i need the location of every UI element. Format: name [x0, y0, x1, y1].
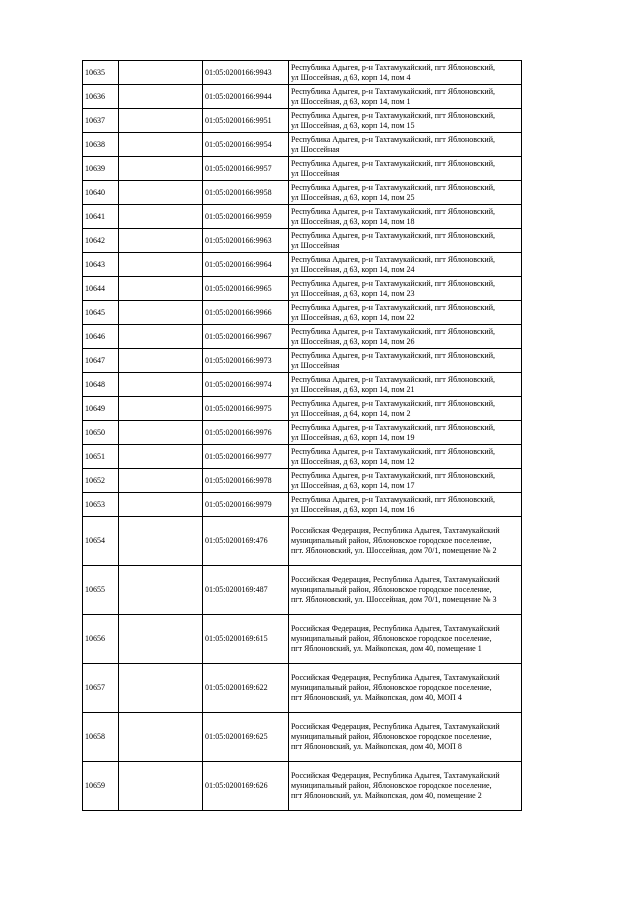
address-line: ул Шоссейная, д 63, корп 14, пом 25 — [291, 192, 415, 202]
empty-cell — [119, 566, 203, 615]
address-cell — [289, 229, 522, 253]
table-row — [83, 85, 522, 109]
address-cell — [289, 566, 522, 615]
address-line: ул Шоссейная, д 63, корп 14, пом 22 — [291, 312, 415, 322]
address-cell — [289, 85, 522, 109]
cadastral-number-cell: 01:05:0200169:487 — [203, 566, 289, 615]
table-row — [83, 397, 522, 421]
address-line: ул Шоссейная, д 63, корп 14, пом 18 — [291, 216, 415, 226]
table-row — [83, 713, 522, 762]
cadastral-number-cell: 01:05:0200166:9964 — [203, 253, 289, 277]
address-line: Республика Адыгея, р-н Тахтамукайский, пгт Яблоновский, — [291, 446, 495, 456]
address-line: Российская Федерация, Республика Адыгея, Тахтамукайский — [291, 771, 500, 780]
address-line: Российская Федерация, Республика Адыгея, Тахтамукайский — [291, 673, 500, 682]
address-line: Республика Адыгея, р-н Тахтамукайский, пгт Яблоновский, — [291, 422, 495, 432]
row-number-cell: 10641 — [83, 205, 119, 229]
address-cell — [289, 133, 522, 157]
empty-cell — [119, 133, 203, 157]
row-number-cell: 10647 — [83, 349, 119, 373]
address-cell — [289, 664, 522, 713]
table-row — [83, 493, 522, 517]
address-line: муниципальный район, Яблоновское городское поселение, — [291, 732, 492, 741]
table-row — [83, 349, 522, 373]
address-cell — [289, 713, 522, 762]
address-cell — [289, 397, 522, 421]
empty-cell — [119, 713, 203, 762]
empty-cell — [119, 493, 203, 517]
address-line: ул Шоссейная, д 63, корп 14, пом 12 — [291, 456, 415, 466]
row-number-cell: 10642 — [83, 229, 119, 253]
address-line: Республика Адыгея, р-н Тахтамукайский, пгт Яблоновский, — [291, 470, 495, 480]
empty-cell — [119, 373, 203, 397]
row-number-cell: 10656 — [83, 615, 119, 664]
table-row — [83, 421, 522, 445]
address-line: ул Шоссейная — [291, 144, 340, 154]
table-row — [83, 157, 522, 181]
table-row — [83, 615, 522, 664]
address-line: Республика Адыгея, р-н Тахтамукайский, пгт Яблоновский, — [291, 206, 495, 216]
address-line: Республика Адыгея, р-н Тахтамукайский, пгт Яблоновский, — [291, 134, 495, 144]
row-number-cell: 10652 — [83, 469, 119, 493]
address-cell — [289, 445, 522, 469]
address-line: Республика Адыгея, р-н Тахтамукайский, пгт Яблоновский, — [291, 254, 495, 264]
cadastral-number-cell: 01:05:0200166:9976 — [203, 421, 289, 445]
cadastral-number-cell: 01:05:0200166:9973 — [203, 349, 289, 373]
row-number-cell: 10659 — [83, 762, 119, 811]
empty-cell — [119, 253, 203, 277]
table-row — [83, 517, 522, 566]
cadastral-number-cell: 01:05:0200166:9977 — [203, 445, 289, 469]
row-number-cell: 10655 — [83, 566, 119, 615]
address-line: ул Шоссейная, д 63, корп 14, пом 26 — [291, 336, 415, 346]
address-line: пгт Яблоновский, ул. Майкопская, дом 40, МОП 8 — [291, 742, 462, 751]
empty-cell — [119, 229, 203, 253]
address-line: муниципальный район, Яблоновское городское поселение, — [291, 781, 492, 790]
table-row — [83, 61, 522, 85]
cadastral-number-cell: 01:05:0200166:9975 — [203, 397, 289, 421]
row-number-cell: 10643 — [83, 253, 119, 277]
table-row — [83, 277, 522, 301]
address-line: Российская Федерация, Республика Адыгея, Тахтамукайский — [291, 526, 500, 535]
row-number-cell: 10638 — [83, 133, 119, 157]
address-line: Республика Адыгея, р-н Тахтамукайский, пгт Яблоновский, — [291, 62, 495, 72]
cadastral-number-cell: 01:05:0200166:9974 — [203, 373, 289, 397]
cadastral-number-cell: 01:05:0200169:625 — [203, 713, 289, 762]
empty-cell — [119, 157, 203, 181]
address-cell — [289, 373, 522, 397]
address-line: ул Шоссейная, д 64, корп 14, пом 2 — [291, 408, 411, 418]
empty-cell — [119, 61, 203, 85]
address-line: ул Шоссейная — [291, 168, 340, 178]
cadastral-number-cell: 01:05:0200166:9954 — [203, 133, 289, 157]
address-cell — [289, 301, 522, 325]
address-line: пгт. Яблоновский, ул. Шоссейная, дом 70/1, помещение № 3 — [291, 595, 497, 604]
table-row — [83, 373, 522, 397]
address-cell — [289, 615, 522, 664]
row-number-cell: 10657 — [83, 664, 119, 713]
cadastral-number-cell: 01:05:0200166:9965 — [203, 277, 289, 301]
row-number-cell: 10644 — [83, 277, 119, 301]
address-cell — [289, 517, 522, 566]
address-line: Республика Адыгея, р-н Тахтамукайский, пгт Яблоновский, — [291, 350, 495, 360]
address-cell — [289, 493, 522, 517]
cadastral-number-cell: 01:05:0200169:622 — [203, 664, 289, 713]
table-row — [83, 133, 522, 157]
row-number-cell: 10650 — [83, 421, 119, 445]
table-row — [83, 109, 522, 133]
address-cell — [289, 181, 522, 205]
table-row — [83, 762, 522, 811]
row-number-cell: 10658 — [83, 713, 119, 762]
address-cell — [289, 325, 522, 349]
empty-cell — [119, 445, 203, 469]
row-number-cell: 10645 — [83, 301, 119, 325]
cadastral-number-cell: 01:05:0200166:9963 — [203, 229, 289, 253]
table-row — [83, 205, 522, 229]
empty-cell — [119, 664, 203, 713]
empty-cell — [119, 517, 203, 566]
table-row — [83, 664, 522, 713]
cadastral-number-cell: 01:05:0200166:9957 — [203, 157, 289, 181]
address-line: ул Шоссейная, д 63, корп 14, пом 19 — [291, 432, 415, 442]
address-line: пгт Яблоновский, ул. Майкопская, дом 40, МОП 4 — [291, 693, 462, 702]
cadastral-number-cell: 01:05:0200166:9978 — [203, 469, 289, 493]
address-cell — [289, 277, 522, 301]
address-line: Республика Адыгея, р-н Тахтамукайский, пгт Яблоновский, — [291, 182, 495, 192]
address-line: ул Шоссейная — [291, 360, 340, 370]
cadastral-number-cell: 01:05:0200169:615 — [203, 615, 289, 664]
address-cell — [289, 205, 522, 229]
empty-cell — [119, 85, 203, 109]
row-number-cell: 10635 — [83, 61, 119, 85]
empty-cell — [119, 205, 203, 229]
row-number-cell: 10636 — [83, 85, 119, 109]
empty-cell — [119, 325, 203, 349]
address-line: Республика Адыгея, р-н Тахтамукайский, пгт Яблоновский, — [291, 326, 495, 336]
address-line: муниципальный район, Яблоновское городское поселение, — [291, 634, 492, 643]
registry-table-body — [83, 61, 522, 811]
address-line: ул Шоссейная, д 63, корп 14, пом 1 — [291, 96, 411, 106]
empty-cell — [119, 469, 203, 493]
address-cell — [289, 109, 522, 133]
address-line: Республика Адыгея, р-н Тахтамукайский, пгт Яблоновский, — [291, 398, 495, 408]
table-row — [83, 566, 522, 615]
address-cell — [289, 421, 522, 445]
cadastral-number-cell: 01:05:0200166:9979 — [203, 493, 289, 517]
cadastral-number-cell: 01:05:0200166:9959 — [203, 205, 289, 229]
empty-cell — [119, 349, 203, 373]
address-line: ул Шоссейная, д 63, корп 14, пом 21 — [291, 384, 415, 394]
cadastral-number-cell: 01:05:0200169:476 — [203, 517, 289, 566]
empty-cell — [119, 301, 203, 325]
address-line: ул Шоссейная, д 63, корп 14, пом 15 — [291, 120, 415, 130]
address-line: муниципальный район, Яблоновское городское поселение, — [291, 536, 492, 545]
address-line: ул Шоссейная, д 63, корп 14, пом 17 — [291, 480, 415, 490]
address-line: пгт Яблоновский, ул. Майкопская, дом 40, помещение 1 — [291, 644, 482, 653]
row-number-cell: 10653 — [83, 493, 119, 517]
address-line: муниципальный район, Яблоновское городское поселение, — [291, 585, 492, 594]
cadastral-number-cell: 01:05:0200166:9943 — [203, 61, 289, 85]
address-cell — [289, 253, 522, 277]
address-line: Российская Федерация, Республика Адыгея, Тахтамукайский — [291, 722, 500, 731]
address-cell — [289, 61, 522, 85]
row-number-cell: 10640 — [83, 181, 119, 205]
address-cell — [289, 349, 522, 373]
address-cell — [289, 157, 522, 181]
cadastral-number-cell: 01:05:0200169:626 — [203, 762, 289, 811]
address-line: Республика Адыгея, р-н Тахтамукайский, пгт Яблоновский, — [291, 494, 495, 504]
address-line: муниципальный район, Яблоновское городское поселение, — [291, 683, 492, 692]
address-line: Республика Адыгея, р-н Тахтамукайский, пгт Яблоновский, — [291, 374, 495, 384]
address-cell — [289, 469, 522, 493]
row-number-cell: 10639 — [83, 157, 119, 181]
address-line: Республика Адыгея, р-н Тахтамукайский, пгт Яблоновский, — [291, 230, 495, 240]
empty-cell — [119, 181, 203, 205]
empty-cell — [119, 615, 203, 664]
cadastral-number-cell: 01:05:0200166:9951 — [203, 109, 289, 133]
address-line: ул Шоссейная — [291, 240, 340, 250]
address-line: ул Шоссейная, д 63, корп 14, пом 16 — [291, 504, 415, 514]
empty-cell — [119, 109, 203, 133]
empty-cell — [119, 397, 203, 421]
row-number-cell: 10646 — [83, 325, 119, 349]
address-line: Республика Адыгея, р-н Тахтамукайский, пгт Яблоновский, — [291, 302, 495, 312]
cadastral-number-cell: 01:05:0200166:9944 — [203, 85, 289, 109]
cadastral-number-cell: 01:05:0200166:9967 — [203, 325, 289, 349]
address-line: Республика Адыгея, р-н Тахтамукайский, пгт Яблоновский, — [291, 110, 495, 120]
cadastral-number-cell: 01:05:0200166:9958 — [203, 181, 289, 205]
row-number-cell: 10648 — [83, 373, 119, 397]
address-line: ул Шоссейная, д 63, корп 14, пом 24 — [291, 264, 415, 274]
row-number-cell: 10651 — [83, 445, 119, 469]
address-line: Республика Адыгея, р-н Тахтамукайский, пгт Яблоновский, — [291, 86, 495, 96]
table-row — [83, 181, 522, 205]
row-number-cell: 10649 — [83, 397, 119, 421]
table-row — [83, 469, 522, 493]
address-line: Российская Федерация, Республика Адыгея, Тахтамукайский — [291, 575, 500, 584]
empty-cell — [119, 277, 203, 301]
empty-cell — [119, 762, 203, 811]
address-line: пгт. Яблоновский, ул. Шоссейная, дом 70/1, помещение № 2 — [291, 546, 497, 555]
address-cell — [289, 762, 522, 811]
registry-table — [82, 60, 522, 811]
address-line: Российская Федерация, Республика Адыгея, Тахтамукайский — [291, 624, 500, 633]
table-row — [83, 301, 522, 325]
table-row — [83, 445, 522, 469]
address-line: Республика Адыгея, р-н Тахтамукайский, пгт Яблоновский, — [291, 158, 495, 168]
cadastral-number-cell: 01:05:0200166:9966 — [203, 301, 289, 325]
row-number-cell: 10654 — [83, 517, 119, 566]
address-line: ул Шоссейная, д 63, корп 14, пом 4 — [291, 72, 411, 82]
address-line: пгт Яблоновский, ул. Майкопская, дом 40, помещение 2 — [291, 791, 482, 800]
table-row — [83, 253, 522, 277]
empty-cell — [119, 421, 203, 445]
row-number-cell: 10637 — [83, 109, 119, 133]
table-row — [83, 229, 522, 253]
address-line: ул Шоссейная, д 63, корп 14, пом 23 — [291, 288, 415, 298]
table-row — [83, 325, 522, 349]
address-line: Республика Адыгея, р-н Тахтамукайский, пгт Яблоновский, — [291, 278, 495, 288]
